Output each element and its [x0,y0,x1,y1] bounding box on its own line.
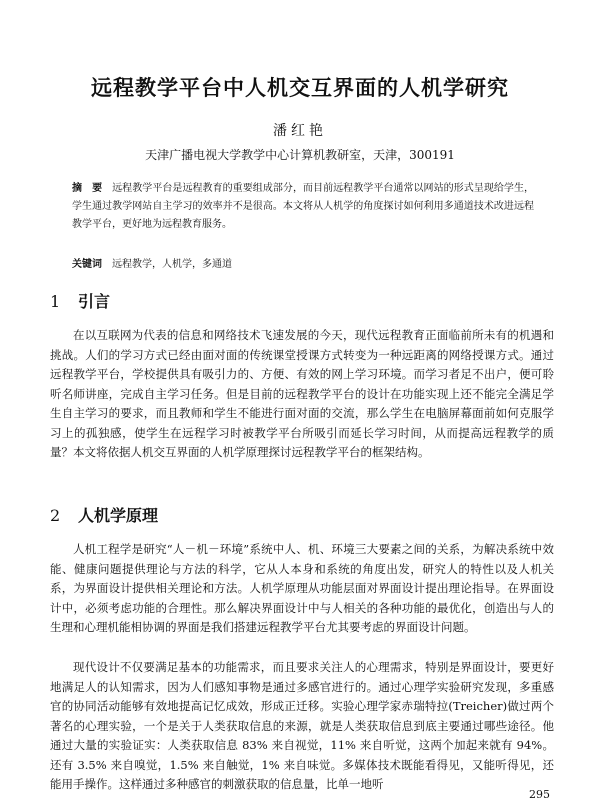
page-number: 295 [529,788,550,801]
author-affiliation: 天津广播电视大学教学中心计算机教研室，天津，300191 [145,148,455,162]
keywords-text: 远程教学，人机学，多通道 [112,259,232,270]
section-1-heading [50,289,110,312]
author-name: 潘红艳 [273,123,327,139]
section-2-paragraph: 现代设计不仅要满足基本的功能需求，而且要求关注人的心理需求，特别是界面设计，要更好地满足人的认知需求，因为人们感知事物是通过多感官进行的。通过心理学实验研究发现，多重感官的协同活动能够有效地提高记忆成效，形成正迁移。实验心理学家赤瑞特拉(Treicher)做过两个著名的心理实验，一个是关于人类获取信息的来源，就是人类获取信息到底主要通过哪些途径。他通过大量的实验证实：人类获取信息 83% 来自视觉，11% 来自听觉，这两个加起来就有 94%。还有 3.5% 来自嗅觉，1.5% 来自触觉，1% 来自味觉。多媒体技术既能看得见，又能听得见，还能用手操作。这样通过多种感官的刺激获取的信息量，比单一地听 [50,660,554,791]
section-number: 1 [50,292,61,311]
section-1-paragraph: 在以互联网为代表的信息和网络技术飞速发展的今天，现代远程教育正面临前所未有的机遇和挑战。人们的学习方式已经由面对面的传统课堂授课方式转变为一种远距离的网络授课方式。通过远程教学平台，学校提供具有吸引力的、方便、有效的网上学习环境。而学习者足不出户，便可聆听名师讲座，完成自主学习任务。但是目前的远程教学平台的设计在功能实现上还不能完全满足学生自主学习的要求，而且教师和学生不能进行面对面的交流，那么学生在电脑屏幕面前如何克服学习上的孤独感，使学生在远程学习时被教学平台所吸引而延长学习时间，从而提高远程教学的质量？本文将依据人机交互界面的人机学原理探讨远程教学平台的框架结构。 [50,328,554,459]
keywords-label: 关键词 [72,259,102,270]
section-2-heading [50,503,158,526]
abstract [72,180,534,234]
section-2-paragraph: 人机工程学是研究“人－机－环境”系统中人、机、环境三大要素之间的关系，为解决系统中效能、健康问题提供理论与方法的科学，它从人本身和系统的角度出发，研究人的特性以及人机关系，为界面设计提供相关理论和方法。人机学原理从功能层面对界面设计提出理论指导。在界面设计中，必须考虑功能的合理性。那么解决界面设计中与人相关的各种功能的最优化，创造出与人的生理和心理机能相协调的界面是我们搭建远程教学平台尤其要考虑的界面设计问题。 [50,542,554,634]
section-number: 2 [50,506,61,525]
abstract-label: 摘 要 [72,183,103,194]
section-title: 引言 [78,292,111,311]
section-title: 人机学原理 [78,506,159,525]
paper-title: 远程教学平台中人机交互界面的人机学研究 [91,75,509,100]
abstract-text: 远程教学平台是远程教育的重要组成部分，而目前远程教学平台通常以网站的形式呈现给学生，学生通过教学网站自主学习的效率并不是很高。本文将从人机学的角度探讨如何利用多通道技术改进远程教学平台，更好地为远程教育服务。 [72,183,535,230]
keywords [72,256,534,274]
